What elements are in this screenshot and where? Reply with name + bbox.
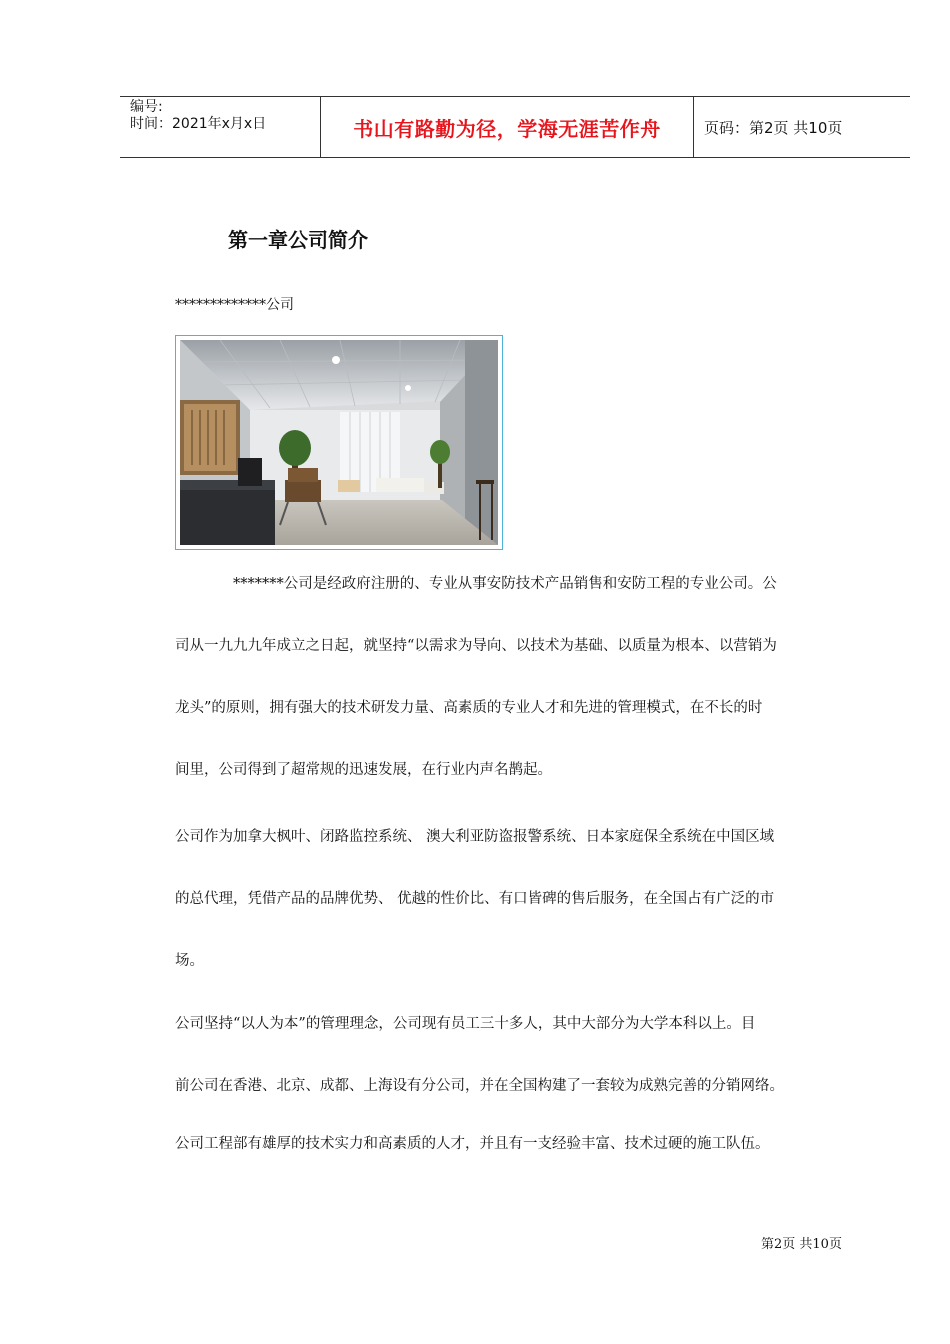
paragraph-line: 公司坚持“以人为本”的管理理念，公司现有员工三十多人，其中大部分为大学本科以上。目 [175, 1016, 756, 1032]
document-number: 编号: [130, 99, 163, 115]
header-motto: 书山有路勤为径，学海无涯苦作舟 [321, 97, 694, 157]
paragraph-line: 公司工程部有雄厚的技术实力和高素质的人才，并且有一支经验丰富、技术过硬的施工队伍。 [175, 1136, 770, 1152]
agency-paragraph [175, 826, 855, 1012]
document-time: 时间：2021年x月x日 [130, 116, 267, 132]
paragraph-line: *******公司是经政府注册的、专业从事安防技术产品销售和安防工程的专业公司。公 [233, 576, 777, 592]
engineering-paragraph [175, 1133, 855, 1195]
staff-paragraph [175, 1013, 855, 1129]
page-header [120, 96, 910, 158]
office-photo-illustration [180, 340, 498, 545]
office-interior-photo [175, 335, 503, 550]
chapter-title: 第一章公司简介 [228, 228, 368, 252]
header-page-info: 页码：第2页 共10页 [704, 118, 843, 137]
paragraph-line: 龙头”的原则，拥有强大的技术研发力量、高素质的专业人才和先进的管理模式，在不长的时 [175, 700, 763, 716]
paragraph-line: 司从一九九九年成立之日起，就坚持“以需求为导向、以技术为基础、以质量为根本、以营销为 [175, 638, 777, 654]
paragraph-line: 间里，公司得到了超常规的迅速发展，在行业内声名鹊起。 [175, 762, 552, 778]
page-footer: 第2页 共10页 [761, 1237, 842, 1252]
paragraph-line: 场。 [175, 953, 204, 969]
paragraph-line: 的总代理，凭借产品的品牌优势、 优越的性价比、有口皆碑的售后服务，在全国占有广泛的市 [175, 891, 775, 907]
paragraph-line: 前公司在香港、北京、成都、上海设有分公司，并在全国构建了一套较为成熟完善的分销网络。 [175, 1078, 784, 1094]
intro-paragraph [175, 573, 855, 821]
company-name: *************公司 [175, 297, 294, 313]
header-meta [120, 97, 321, 157]
paragraph-line: 公司作为加拿大枫叶、闭路监控系统、 澳大利亚防盗报警系统、日本家庭保全系统在中国区域 [175, 829, 775, 845]
